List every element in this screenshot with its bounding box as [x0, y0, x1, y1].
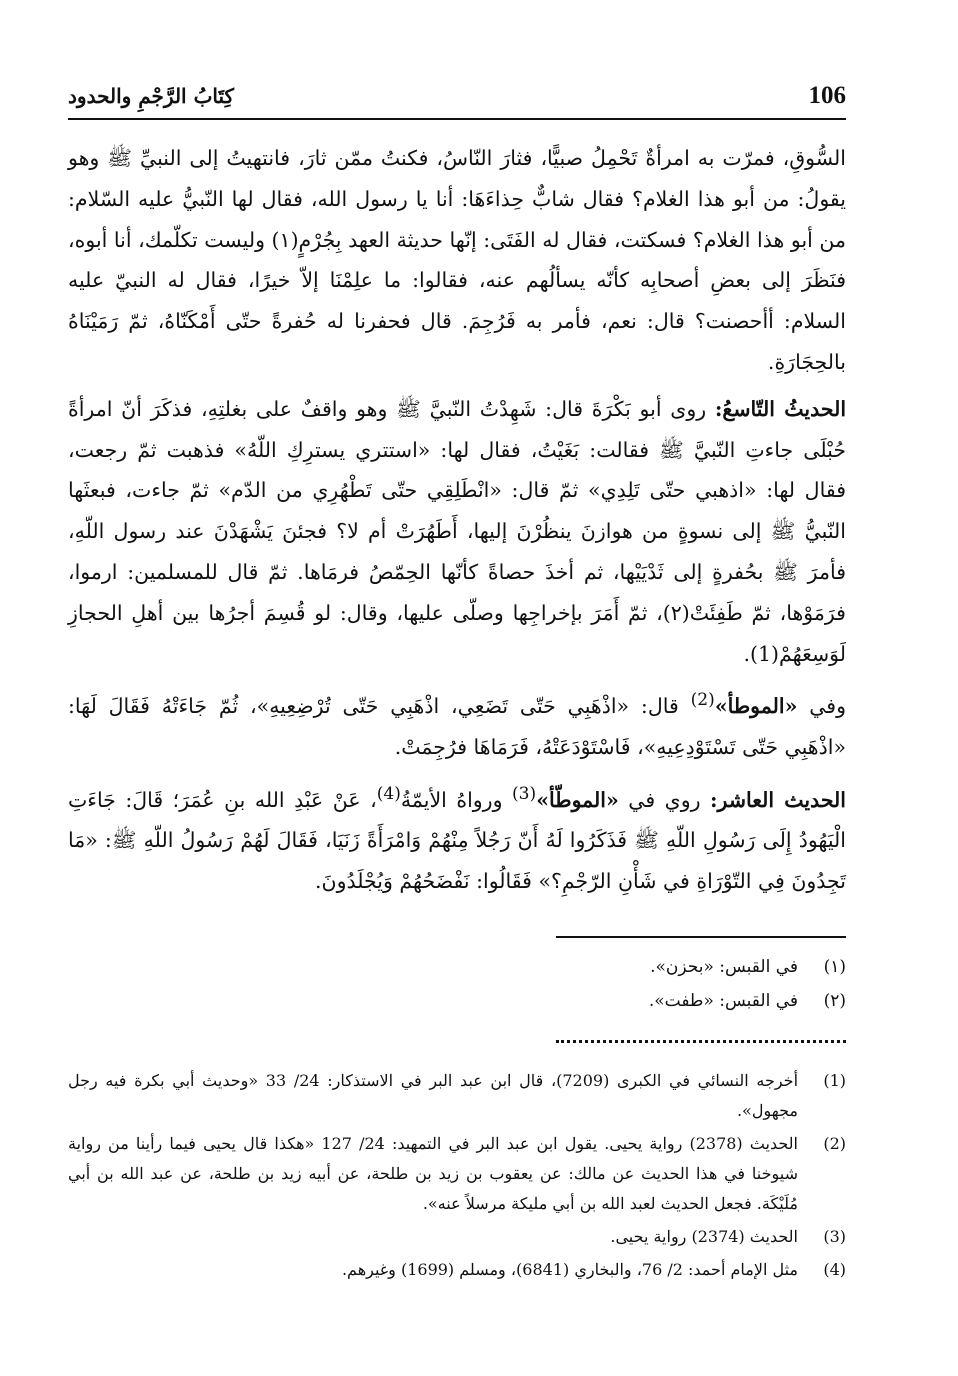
footnote-separator	[556, 936, 846, 938]
footnote-ref-3: (3)	[511, 783, 537, 804]
page-header	[68, 78, 846, 120]
footnote-item	[68, 1129, 846, 1219]
footnote-number: (1)	[823, 1071, 846, 1090]
running-title: كِتَابُ الرَّجْمِ والحدود	[68, 84, 235, 108]
muwatta-reference-2: «الموطّأ»	[536, 787, 619, 812]
paragraph-3-text: قال: «اذْهَبِي حَتّى تَضَعِي، اذْهَبِي حَتّى تُرْضِعِيهِ»، ثُمّ جَاءَتْهُ فَقَالَ لَهَا: «اذْهَبِي حَتّى تَسْتَوْدِعِيهِ»، فَاسْتَوْدَعَتْهُ، فَرَمَاهَا فرُجِمَتْ.	[68, 694, 846, 759]
footnote-text: أخرجه النسائي في الكبرى (7209)، قال ابن عبد البر في الاستذكار: 24/ 33 «وحديث أبي بكرة فيه رجل مجهول».	[68, 1071, 799, 1120]
footnote-ref-4: (4)	[376, 783, 401, 804]
editor-footnotes	[68, 1066, 846, 1288]
paragraph-3	[68, 680, 846, 767]
footnote-item	[68, 984, 846, 1018]
footnote-item	[68, 1255, 846, 1285]
paragraph-3-lead: وفي	[797, 694, 846, 719]
footnote-number: (4)	[823, 1260, 846, 1279]
paragraph-2	[68, 389, 846, 675]
page-number: 106	[808, 82, 846, 109]
paragraph-1: السُّوقِ، فمرّت به امرأةٌ تَحْمِلُ صبيًّا، فثارَ النّاسُ، فكنتُ ممّن ثارَ، فانتهيتُ إلى النبيِّ ﷺ وهو يقولُ: من أبو هذا الغلام؟ فقال شابٌّ حِذاءَهَا: أنا يا رسول الله، فقال لها النّبيُّ عليه السّلام: من أبو هذا الغلام؟ فسكتت، فقال له الفَتَى: إنّها حديثة العهد بِجُرْمٍ(١) وليست تكلّمك، أنا أبوه، فنَظَرَ إلى بعضِ أصحابِه كأنّه يسألُهم عنه، فقالوا: ما علِمْنَا إلاّ خيرًا، فقال له النبيّ عليه السلام: أأحصنت؟ قال: نعم، فأمر به فَرُجِمَ. قال فحفرنا له حُفرةً حتّى أَمْكَنّاهُ، ثمّ رَمَيْنَاهُ بالحِجَارَةِ.	[68, 146, 846, 374]
paragraph-4-part-b: ورواهُ الأيمّةُ	[400, 787, 512, 812]
footnote-number: (3)	[823, 1227, 846, 1246]
footnote-number: (١)	[823, 957, 846, 977]
footnote-text: الحديث (2374) رواية يحيى.	[610, 1227, 798, 1246]
footnote-number: (2)	[823, 1134, 846, 1153]
footnote-text: مثل الإمام أحمد: 2/ 76، والبخاري (6841)، ومسلم (1699) وغيرهم.	[341, 1260, 798, 1279]
footnote-item	[68, 1066, 846, 1126]
footnote-number: (٢)	[823, 991, 846, 1011]
paragraph-4	[68, 774, 846, 902]
footnote-item	[68, 1222, 846, 1252]
hadith-9-heading: الحديثُ التّاسعُ:	[714, 396, 847, 421]
main-text	[68, 138, 846, 908]
footnote-ref-2: (2)	[690, 690, 715, 711]
paragraph-4-part-a: روي في	[618, 787, 710, 812]
footnote-text: في القبس: «طفت».	[648, 991, 798, 1011]
footnote-text: الحديث (2378) رواية يحيى. يقول ابن عبد البر في التمهيد: 24/ 127 «هكذا قال يحيى فيما رأينا من رواية شيوخنا في هذا الحديث عن مالك: عن يعقوب بن زيد بن طلحة، عن أبيه زيد بن طلحة، عن عبد الله بن أبي مُلَيْكَة. فجعل الحديث لعبد الله بن أبي مليكة مرسلاً عنه».	[68, 1134, 798, 1213]
paragraph-2-text: روى أبو بَكْرَةَ قال: شَهِدْتُ النّبيَّ ﷺ وهو واقفٌ على بغلتِهِ، فذكَرَ أنّ امرأةً حُبْلَى جاءتِ النّبيَّ ﷺ فقالت: بَغَيْتُ، فقال لها: «استتري يسترِكِ اللّهُ» فذهبت ثمّ رجعت، فقال لها: «اذهبي حتّى تَلِدِي» ثمّ قال: «انْطَلِقِي حتّى تَطْهُرِي من الدّم» ثمّ جاءت، فبعثَها النّبيُّ ﷺ إلى نسوةٍ من هوازنَ ينظُرْنَ إليها، أَطَهُرَتْ أم لا؟ فجئنَ يَشْهَدْنَ عند رسول اللّهِ، فأمرَ ﷺ بحُفرةٍ إلى ثَدْيَيْها، ثم أخذَ حصاةً كأنّها الحِمّصُ فرمَاها. ثمّ قال للمسلمين: ارموا، فرَمَوْها، ثمّ طَفِئَتْ(٢)، ثمّ أَمَرَ بإخراجِها وصلّى عليها، وقال: لو قُسِمَ أجرُها بين أهلِ الحجازِ لَوَسِعَهُمْ(1).	[68, 396, 846, 666]
hadith-10-heading: الحديث العاشر:	[709, 787, 846, 812]
footnote-item	[68, 950, 846, 984]
muwatta-reference: «الموطأ»	[714, 694, 798, 719]
dotted-separator	[556, 1040, 846, 1043]
manuscript-footnotes	[68, 950, 846, 1018]
paragraph-4-part-c: ، عَنْ عَبْدِ الله بنِ عُمَرَ؛ قَالَ: جَاءَتِ الْيَهُودُ إِلَى رَسُولِ اللّهِ ﷺ فَذَكَرُوا لَهُ أَنّ رَجُلاً مِنْهُمْ وَامْرَأَةً زَنَيَا، فَقَالَ لَهُمْ رَسُولُ اللّهِ ﷺ: «مَا تَجِدُونَ فِي التّوْرَاةِ في شَأْنِ الرّجْمِ؟» فَقَالُوا: نَفْضَحُهُمْ وَيُجْلَدُونَ.	[68, 787, 846, 894]
footnote-text: في القبس: «بحزن».	[650, 957, 798, 977]
